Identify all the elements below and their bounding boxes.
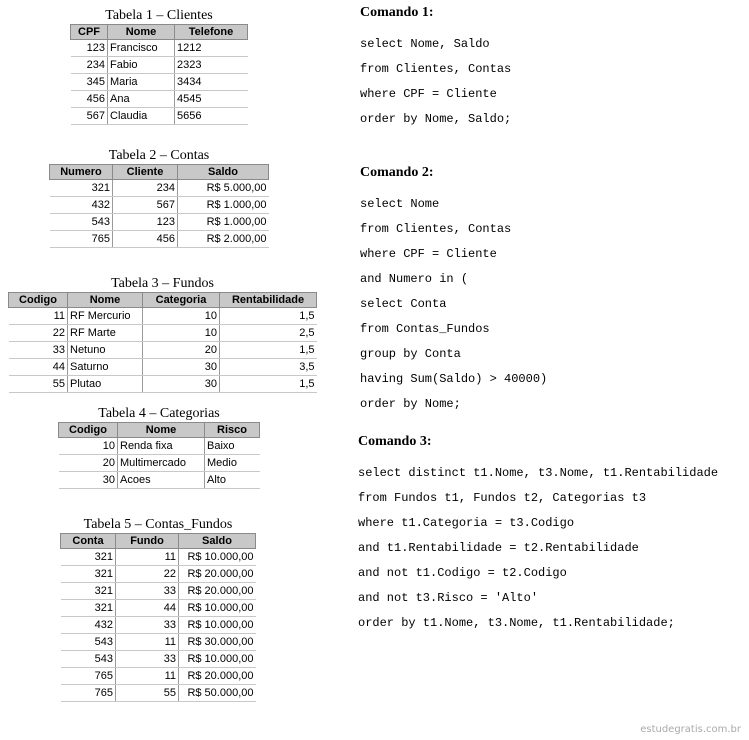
data-table: [58, 422, 260, 489]
table-cell: 1,5: [220, 376, 317, 393]
column-header: Saldo: [178, 165, 269, 180]
table-cell: R$ 20.000,00: [179, 583, 256, 600]
code-line: and t1.Rentabilidade = t2.Rentabilidade: [358, 541, 639, 555]
table-row: [61, 600, 256, 617]
table-cell: 765: [50, 231, 113, 248]
column-header: Risco: [205, 423, 260, 438]
table-clientes: [70, 8, 248, 125]
table-cell: 567: [113, 197, 178, 214]
table-cell: Multimercado: [118, 455, 205, 472]
table-cell: 567: [71, 108, 108, 125]
table-cell: 1,5: [220, 342, 317, 359]
table-row: [61, 634, 256, 651]
code-line: select Nome: [360, 197, 440, 211]
table-cell: 30: [59, 472, 118, 489]
code-line: where CPF = Cliente: [360, 247, 497, 261]
column-header: Codigo: [9, 293, 68, 308]
code-line: select Nome, Saldo: [360, 37, 490, 51]
code-line: select distinct t1.Nome, t3.Nome, t1.Rentabilidade: [358, 466, 719, 480]
code-line: where CPF = Cliente: [360, 87, 497, 101]
table-cell: R$ 10.000,00: [179, 600, 256, 617]
table-caption: Tabela 4 – Categorias: [98, 406, 220, 421]
code-line: order by Nome, Saldo;: [360, 112, 512, 126]
table-cell: R$ 10.000,00: [179, 651, 256, 668]
column-header: Conta: [61, 534, 116, 549]
code-line: order by Nome;: [360, 397, 461, 411]
table-cell: Fabio: [108, 57, 175, 74]
table-row: [50, 214, 269, 231]
table-cell: R$ 1.000,00: [178, 214, 269, 231]
column-header: Codigo: [59, 423, 118, 438]
table-row: [71, 57, 248, 74]
table-cell: 55: [116, 685, 179, 702]
table-cell: 30: [143, 376, 220, 393]
command-code: [358, 461, 718, 636]
table-cell: 4545: [175, 91, 248, 108]
command-2: [360, 165, 547, 417]
table-contas: [49, 148, 269, 248]
code-line: and Numero in (: [360, 272, 469, 286]
table-categorias: [58, 406, 260, 489]
table-cell: 1,5: [220, 308, 317, 325]
column-header: Nome: [118, 423, 205, 438]
table-cell: Plutao: [68, 376, 143, 393]
table-caption: Tabela 5 – Contas_Fundos: [83, 517, 233, 532]
table-cell: 33: [9, 342, 68, 359]
table-cell: 11: [116, 549, 179, 566]
table-cell: 765: [61, 668, 116, 685]
table-cell: 33: [116, 583, 179, 600]
table-cell: 44: [116, 600, 179, 617]
column-header: Nome: [68, 293, 143, 308]
table-row: [50, 180, 269, 197]
data-table: [8, 292, 317, 393]
table-cell: R$ 1.000,00: [178, 197, 269, 214]
code-line: from Clientes, Contas: [360, 222, 512, 236]
column-header: Telefone: [175, 25, 248, 40]
column-header: Fundo: [116, 534, 179, 549]
table-cell: R$ 30.000,00: [179, 634, 256, 651]
table-contas-fundos: [60, 517, 256, 702]
table-row: [71, 40, 248, 57]
table-cell: 11: [116, 668, 179, 685]
table-cell: 22: [9, 325, 68, 342]
table-cell: 3,5: [220, 359, 317, 376]
header-row: [50, 165, 269, 180]
table-cell: R$ 10.000,00: [179, 549, 256, 566]
table-cell: Renda fixa: [118, 438, 205, 455]
header-row: [59, 423, 260, 438]
command-code: [360, 192, 547, 417]
table-cell: RF Mercurio: [68, 308, 143, 325]
table-row: [50, 197, 269, 214]
table-cell: 10: [59, 438, 118, 455]
table-row: [59, 438, 260, 455]
table-cell: 456: [113, 231, 178, 248]
table-row: [71, 74, 248, 91]
table-cell: 2323: [175, 57, 248, 74]
command-code: [360, 32, 511, 132]
table-cell: 543: [61, 651, 116, 668]
table-cell: 321: [50, 180, 113, 197]
table-cell: Maria: [108, 74, 175, 91]
column-header: Numero: [50, 165, 113, 180]
table-cell: 765: [61, 685, 116, 702]
header-row: [9, 293, 317, 308]
code-line: from Fundos t1, Fundos t2, Categorias t3: [358, 491, 647, 505]
table-cell: 321: [61, 600, 116, 617]
table-row: [61, 583, 256, 600]
table-cell: Medio: [205, 455, 260, 472]
table-cell: R$ 20.000,00: [179, 566, 256, 583]
code-line: from Contas_Fundos: [360, 322, 490, 336]
table-fundos: [8, 276, 317, 393]
table-cell: 10: [143, 325, 220, 342]
table-cell: R$ 20.000,00: [179, 668, 256, 685]
command-3: [358, 434, 718, 636]
table-cell: Baixo: [205, 438, 260, 455]
table-cell: Ana: [108, 91, 175, 108]
table-cell: R$ 50.000,00: [179, 685, 256, 702]
table-row: [61, 566, 256, 583]
table-cell: R$ 5.000,00: [178, 180, 269, 197]
table-cell: 234: [71, 57, 108, 74]
table-cell: 55: [9, 376, 68, 393]
table-row: [61, 685, 256, 702]
code-line: group by Conta: [360, 347, 461, 361]
table-cell: 11: [116, 634, 179, 651]
column-header: Cliente: [113, 165, 178, 180]
table-row: [59, 472, 260, 489]
table-cell: R$ 2.000,00: [178, 231, 269, 248]
table-cell: 543: [61, 634, 116, 651]
table-cell: 123: [113, 214, 178, 231]
table-row: [71, 108, 248, 125]
code-line: having Sum(Saldo) > 40000): [360, 372, 548, 386]
table-row: [61, 668, 256, 685]
column-header: Saldo: [179, 534, 256, 549]
table-cell: R$ 10.000,00: [179, 617, 256, 634]
table-row: [9, 308, 317, 325]
data-table: [60, 533, 256, 702]
table-cell: Francisco: [108, 40, 175, 57]
table-row: [9, 325, 317, 342]
table-row: [61, 617, 256, 634]
table-cell: 345: [71, 74, 108, 91]
table-cell: 456: [71, 91, 108, 108]
table-cell: RF Marte: [68, 325, 143, 342]
table-caption: Tabela 3 – Fundos: [111, 276, 214, 291]
table-row: [9, 342, 317, 359]
header-row: [71, 25, 248, 40]
code-line: order by t1.Nome, t3.Nome, t1.Rentabilidade;: [358, 616, 675, 630]
table-cell: 33: [116, 651, 179, 668]
table-row: [59, 455, 260, 472]
table-cell: Netuno: [68, 342, 143, 359]
table-row: [9, 376, 317, 393]
table-row: [71, 91, 248, 108]
data-table: [70, 24, 248, 125]
table-cell: 123: [71, 40, 108, 57]
code-line: and not t3.Risco = 'Alto': [358, 591, 539, 605]
command-title: Comando 1:: [360, 5, 434, 20]
table-cell: 30: [143, 359, 220, 376]
command-title: Comando 3:: [358, 434, 432, 449]
table-cell: 44: [9, 359, 68, 376]
table-cell: 20: [143, 342, 220, 359]
command-1: [360, 5, 511, 132]
code-line: and not t1.Codigo = t2.Codigo: [358, 566, 567, 580]
table-row: [61, 651, 256, 668]
code-line: from Clientes, Contas: [360, 62, 512, 76]
table-cell: 543: [50, 214, 113, 231]
table-cell: Saturno: [68, 359, 143, 376]
table-row: [61, 549, 256, 566]
table-caption: Tabela 1 – Clientes: [105, 8, 213, 23]
code-line: select Conta: [360, 297, 447, 311]
table-cell: 432: [50, 197, 113, 214]
column-header: Rentabilidade: [220, 293, 317, 308]
column-header: Nome: [108, 25, 175, 40]
table-cell: 10: [143, 308, 220, 325]
column-header: CPF: [71, 25, 108, 40]
command-title: Comando 2:: [360, 165, 434, 180]
header-row: [61, 534, 256, 549]
table-cell: Claudia: [108, 108, 175, 125]
table-cell: Acoes: [118, 472, 205, 489]
table-cell: 20: [59, 455, 118, 472]
table-cell: Alto: [205, 472, 260, 489]
table-cell: 22: [116, 566, 179, 583]
table-cell: 11: [9, 308, 68, 325]
watermark-footer: estudegratis.com.br: [640, 724, 741, 735]
table-cell: 3434: [175, 74, 248, 91]
table-caption: Tabela 2 – Contas: [108, 148, 210, 163]
table-cell: 5656: [175, 108, 248, 125]
data-table: [49, 164, 269, 248]
table-cell: 234: [113, 180, 178, 197]
table-cell: 1212: [175, 40, 248, 57]
table-cell: 2,5: [220, 325, 317, 342]
table-cell: 321: [61, 549, 116, 566]
table-cell: 321: [61, 566, 116, 583]
column-header: Categoria: [143, 293, 220, 308]
table-cell: 432: [61, 617, 116, 634]
code-line: where t1.Categoria = t3.Codigo: [358, 516, 575, 530]
table-row: [9, 359, 317, 376]
table-cell: 321: [61, 583, 116, 600]
table-row: [50, 231, 269, 248]
table-cell: 33: [116, 617, 179, 634]
